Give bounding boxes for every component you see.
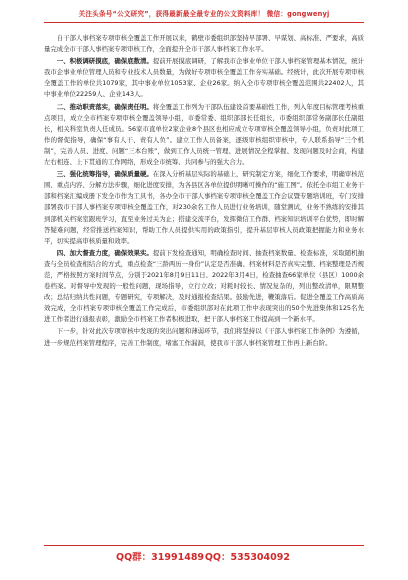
section-heading: 一、积极调研摸底，确保底数清。 <box>56 57 153 66</box>
promo-banner: 关注头条号“公文研究”，获得最新最全最专业的公文资料库！ 微信：gongwenyj <box>78 10 330 18</box>
paragraph-section-1 <box>44 56 364 100</box>
paragraph-conclusion <box>44 326 364 348</box>
qq-group-number: QQ群：31991489 <box>116 552 205 563</box>
paragraph-text: 在深入分析基层实际的基础上，研究制定方案，细化工作要求，明确审核范围、重点内容、分解方法步骤，细化进度安排，为各县区各单位提供明晰可操作的“施工图”。依托全市组工业务干部和档案汇编成册下发全市作为工具书，各办全市干部人事档案专项审核全覆盖工作会议暨专题培训班，专门安排部署我市干部人事档案专项审核全覆盖工作，对230余名工作人员进行业务培训，随堂测试，业务不熟练的安排其到部机关档案室跟班学习，直至业务过关为止；搭建交流平台，发挥微信工作群、档案知识培训平台优势，即时解答疑难问题，经常推送档案知识，帮助工作人员提供实用的政策指引，提升基层审核人员政策把握能力和业务水平，切实提高审核质量和效率。 <box>44 170 365 245</box>
header-divider <box>44 22 364 23</box>
paragraph-text: 提前开展摸底调研，了解我市企事业单位干部人事档案管理基本情况，统计我市企事业单位管理人员和专业技术人员数量，为做好专项审核全覆盖工作夯实基础。经统计，此次开展专项审核全覆盖工作的单位共1079家，其中事业单位1053家、企业26家。纳入全市专项审核全覆盖范围共22402人，其中事业单位22259人、企业143人。 <box>44 57 365 99</box>
paragraph-text: 下一步，针对此次专项审核中发现的突出问题和薄弱环节，我们将坚持以《干部人事档案工作条例》为遵循，进一步规范档案管理程序，完善工作制度，堵塞工作漏洞，使我市干部人事档案管理工作再上新台阶。 <box>44 327 364 347</box>
footer-divider <box>44 545 364 546</box>
paragraph-section-3 <box>44 169 364 247</box>
paragraph-text: 自干部人事档案专项审核全覆盖工作开展以来，鹤壁市委组织部坚持早部署、早谋划、高标准、严要求，高质量完成全市干部人事档案专项审核工作，全面提升全市干部人事档案工作水平。 <box>44 34 364 54</box>
section-heading: 四、加大督查力度，确保效果实。 <box>56 248 153 257</box>
section-heading: 二、推动职责落实，确保责任明。 <box>56 102 153 111</box>
paragraph-section-2 <box>44 102 364 169</box>
section-heading: 三、强化统筹指导，确保质量硬。 <box>56 170 153 179</box>
paragraph-text: 将全覆盖工作列为干部队伍建设首要基础性工作，列入年度目标管理考核重点项目，成立全市档案专项审核全覆盖领导小组，市委常委、组织部部长任组长，市委组织部常务副部长任副组长，相关科室负责人任成员。56家市直单位2家企业8个县区也相应成立专项审核全覆盖领导小组，负责对此项工作的督促指导，确保“事有人干、责有人负”。建立工作人员备案，逐级审核组织审核中，专人联系指导“三个机制”，完善人员、进度、问题“三本台账”，做到工作人员统一管理、进展情况全程掌握、发现问题及时会商，构建左右相连、上下贯通的工作网络，形成全市统筹、共同参与的强大合力。 <box>44 102 365 167</box>
qq-number: QQ：535304092 <box>204 552 290 563</box>
article-body <box>44 33 364 350</box>
paragraph-section-4 <box>44 248 364 326</box>
contact-footer <box>44 551 364 565</box>
paragraph-text: 提前下发检查通知，明确检查时间、抽查档案数量、检查标准，采取随机抽查与全员检查相结合的方式，重点检查“三龄两历一身份”认定是否准确、档案材料是否真实完整、档案整理是否规范，严格按照方案时间节点，分别于2021年8月9日11日、2022年3月4日，检查抽查66家单位（县区）1000余卷档案。对督导中发现的一般性问题，现场指导，立行立改；对耗时较长、情况复杂的，列出整改清单，限期整改；总结归纳共性问题，专题研究，专项解决，及时通报检查结果。鼓励先进，鞭策落后。促进全覆盖工作高质高效完成，全市档案专项审核全覆盖工作完成后，市委组织部对在此项工作中表现突出的50个先进集体和125名先进工作者进行通报表彰，激励全市档案工作者积极进取，把干部人事档案工作提高到一个新水平。 <box>44 248 365 324</box>
paragraph-intro <box>44 33 364 55</box>
